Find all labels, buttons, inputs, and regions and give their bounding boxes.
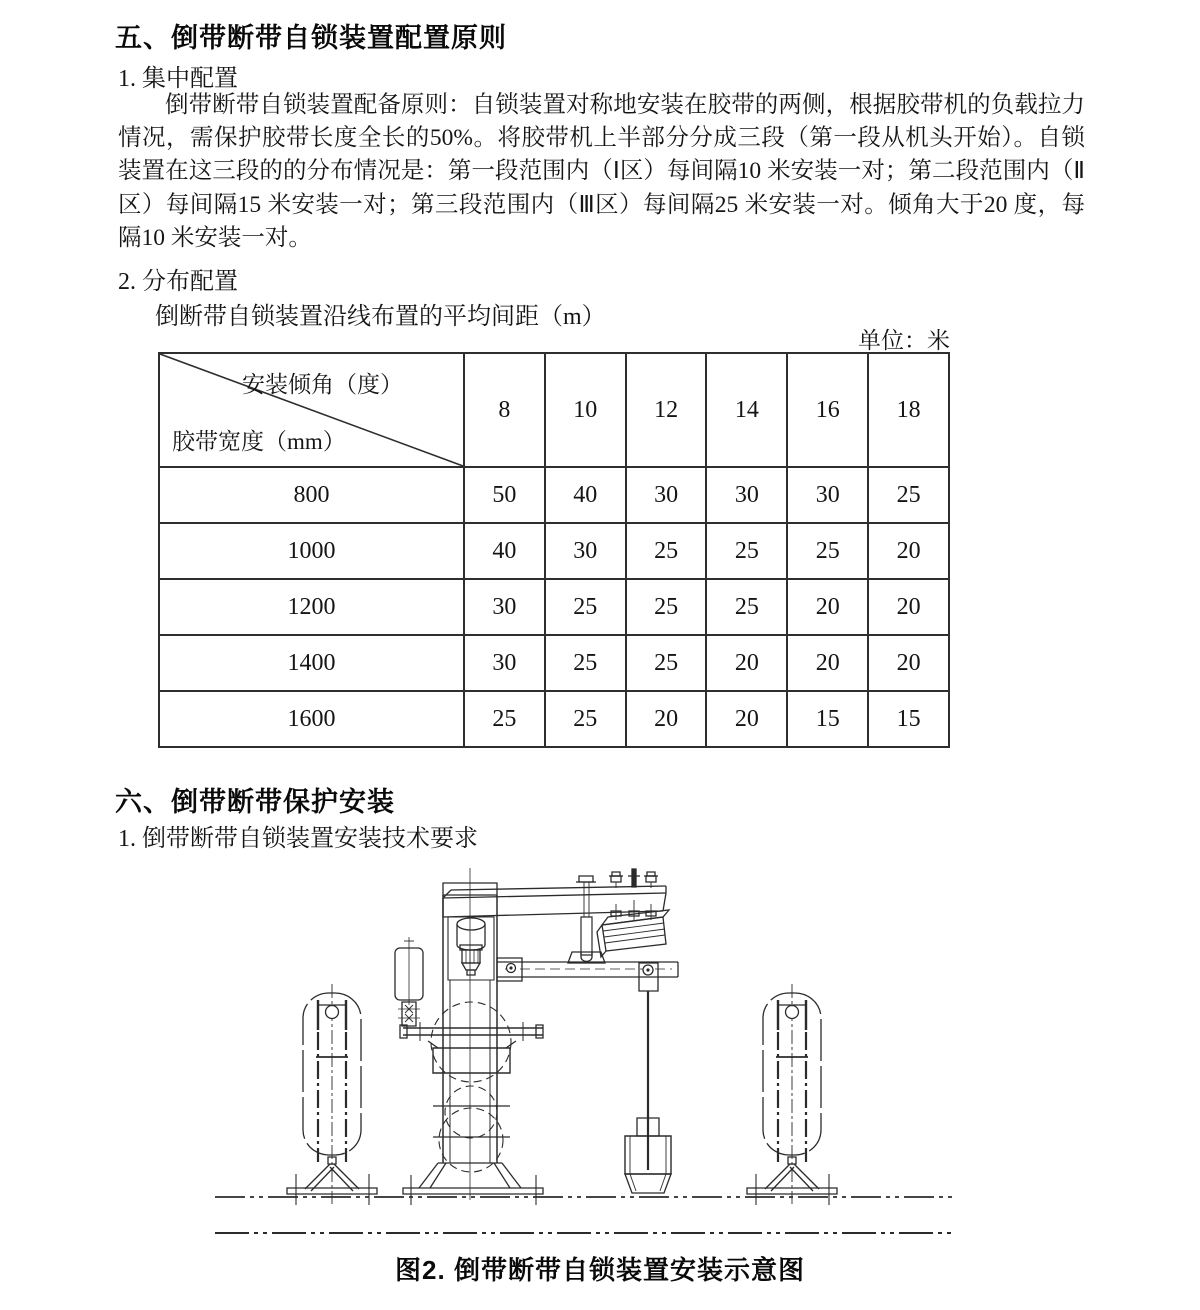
spacing-table [158, 352, 950, 748]
spacing-value-cell: 40 [545, 467, 626, 523]
spacing-value-cell: 20 [787, 579, 868, 635]
suspended-block [597, 910, 669, 957]
spacing-value-cell: 25 [626, 635, 707, 691]
spacing-value-cell: 20 [868, 635, 949, 691]
unit-note: 单位：米 [858, 328, 950, 353]
table-row [159, 523, 949, 579]
spacing-value-cell: 20 [706, 691, 787, 747]
spacing-value-cell: 20 [787, 635, 868, 691]
belt-width-cell: 1200 [159, 579, 464, 635]
spacing-value-cell: 40 [464, 523, 545, 579]
spacing-value-cell: 30 [787, 467, 868, 523]
spacing-value-cell: 25 [545, 635, 626, 691]
spacing-value-cell: 50 [464, 467, 545, 523]
spacing-value-cell: 20 [626, 691, 707, 747]
figure-caption: 图2. 倒带断带自锁装置安装示意图 [395, 1255, 805, 1285]
spacing-value-cell: 30 [464, 579, 545, 635]
table-title: 倒断带自锁装置沿线布置的平均间距（m） [155, 304, 606, 330]
table-row [159, 579, 949, 635]
angle-column-header: 12 [626, 353, 707, 467]
angle-column-header: 10 [545, 353, 626, 467]
spacing-value-cell: 25 [626, 579, 707, 635]
angle-column-header: 8 [464, 353, 545, 467]
section6-heading: 六、倒带断带保护安装 [115, 787, 395, 817]
right-roller-stand [747, 984, 837, 1205]
angle-column-header: 18 [868, 353, 949, 467]
table-row [159, 635, 949, 691]
section6-item1-heading: 1. 倒带断带自锁装置安装技术要求 [118, 826, 478, 852]
corner-label-angle: 安装倾角（度） [242, 372, 403, 397]
belt-width-cell: 1000 [159, 523, 464, 579]
spacing-value-cell: 20 [706, 635, 787, 691]
locking-device-assembly [395, 868, 678, 1205]
spacing-value-cell: 30 [545, 523, 626, 579]
table-body [159, 467, 949, 747]
section5-item1-heading: 1. 集中配置 [118, 66, 238, 92]
spacing-value-cell: 25 [787, 523, 868, 579]
spacing-value-cell: 25 [626, 523, 707, 579]
installation-diagram [0, 860, 1200, 1310]
table-row [159, 691, 949, 747]
spacing-value-cell: 30 [464, 635, 545, 691]
ground-lines [215, 1197, 955, 1233]
spacing-value-cell: 15 [787, 691, 868, 747]
spacing-value-cell: 25 [868, 467, 949, 523]
section5-item2-heading: 2. 分布配置 [118, 269, 238, 295]
section5-heading: 五、倒带断带自锁装置配置原则 [115, 23, 507, 53]
belt-width-cell: 1400 [159, 635, 464, 691]
table-header-row [159, 353, 949, 467]
table-row [159, 467, 949, 523]
spacing-value-cell: 25 [706, 523, 787, 579]
spacing-value-cell: 15 [868, 691, 949, 747]
angle-column-header: 16 [787, 353, 868, 467]
spacing-value-cell: 20 [868, 579, 949, 635]
left-roller-stand [287, 984, 377, 1205]
corner-label-width: 胶带宽度（mm） [172, 429, 346, 454]
spacing-value-cell: 25 [464, 691, 545, 747]
belt-width-cell: 800 [159, 467, 464, 523]
table-corner-cell [159, 353, 464, 467]
spacing-value-cell: 25 [545, 691, 626, 747]
spacing-value-cell: 20 [868, 523, 949, 579]
angle-column-header: 14 [706, 353, 787, 467]
spacing-value-cell: 30 [706, 467, 787, 523]
section5-paragraph: 倒带断带自锁装置配备原则：自锁装置对称地安装在胶带的两侧，根据胶带机的负载拉力情况，需保护胶带长度全长的50%。将胶带机上半部分分成三段（第一段从机头开始）。自锁装置在这三段的的分布情况是：第一段范围内（Ⅰ区）每间隔10 米安装一对；第二段范围内（Ⅱ区）每间隔15 米安装一对；第三段范围内（Ⅲ区）每间隔25 米安装一对。倾角大于20 度，每隔10 米安装一对。 [118, 92, 1085, 251]
spacing-value-cell: 25 [545, 579, 626, 635]
belt-width-cell: 1600 [159, 691, 464, 747]
spacing-value-cell: 30 [626, 467, 707, 523]
spacing-value-cell: 25 [706, 579, 787, 635]
